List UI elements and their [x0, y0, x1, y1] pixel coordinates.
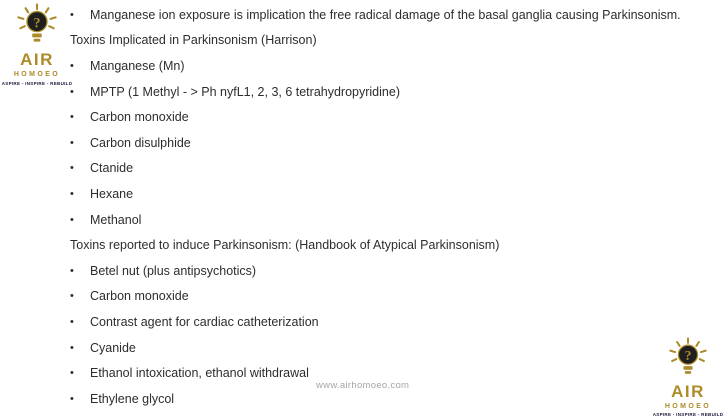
bullet-item [70, 258, 726, 284]
bullet-item [70, 335, 726, 361]
bullet-marker: • [70, 367, 74, 380]
line-text: Toxins reported to induce Parkinsonism: (Handbook of Atypical Parkinsonism) [70, 238, 500, 253]
line-text: Manganese (Mn) [90, 58, 185, 73]
svg-text:?: ? [684, 347, 692, 363]
bullet-item [70, 104, 726, 130]
line-text: Carbon monoxide [90, 110, 189, 125]
bullet-marker: • [70, 85, 74, 98]
bullet-item [70, 2, 726, 28]
bullet-marker: • [70, 111, 74, 124]
section-header [70, 232, 726, 258]
lightbulb-question-icon [13, 3, 61, 50]
line-text: Contrast agent for cardiac catheterization [90, 314, 319, 329]
bullet-marker: • [70, 8, 74, 21]
line-text: Carbon monoxide [90, 289, 189, 304]
section-header [70, 28, 726, 54]
line-text: Ethanol intoxication, ethanol withdrawal [90, 366, 309, 381]
bullet-marker: • [70, 59, 74, 72]
bullet-item [70, 284, 726, 310]
bullet-marker: • [70, 162, 74, 175]
bullet-item [70, 207, 726, 233]
brand-tagline: ASPIRE - INSPIRE - REBUILD [1, 80, 73, 86]
line-text: Ctanide [90, 161, 134, 176]
brand-tagline: ASPIRE - INSPIRE - REBUILD [652, 412, 724, 417]
line-text: Toxins Implicated in Parkinsonism (Harrison) [70, 33, 317, 48]
bullet-marker: • [70, 392, 74, 405]
bullet-item [70, 53, 726, 79]
lightbulb-question-icon [665, 337, 711, 382]
bullet-item [70, 130, 726, 156]
line-text: MPTP (1 Methyl - > Ph nyfL1, 2, 3, 6 tetrahydropyridine) [90, 84, 400, 99]
brand-subname: HOMOEO [13, 71, 61, 78]
bullet-marker: • [70, 290, 74, 303]
brand-name: AIR [20, 50, 54, 69]
brand-subname: HOMOEO [664, 402, 712, 410]
bullet-marker: • [70, 213, 74, 226]
line-text: Hexane [90, 186, 134, 201]
bullet-marker: • [70, 136, 74, 149]
line-text: Carbon disulphide [90, 135, 191, 150]
bullet-item [70, 181, 726, 207]
line-text: Methanol [90, 212, 142, 227]
brand-logo-bottom-right [652, 337, 724, 418]
brand-logo-top-left [1, 3, 73, 86]
line-text: Manganese ion exposure is implication the free radical damage of the basal ganglia causing Parkinsonism. [90, 7, 681, 22]
bullet-item [70, 79, 726, 105]
bullet-marker: • [70, 187, 74, 200]
line-text: Betel nut (plus antipsychotics) [90, 263, 257, 278]
bullet-item [70, 156, 726, 182]
line-text: Cyanide [90, 340, 136, 355]
bullet-item [70, 309, 726, 335]
line-text: Ethylene glycol [90, 391, 175, 406]
watermark: www.airhomoeo.com [316, 380, 410, 391]
bullet-marker: • [70, 315, 74, 328]
bullet-marker: • [70, 341, 74, 354]
svg-text:?: ? [33, 15, 41, 32]
slide-body [70, 2, 726, 412]
bullet-marker: • [70, 264, 74, 277]
brand-name: AIR [671, 381, 705, 401]
